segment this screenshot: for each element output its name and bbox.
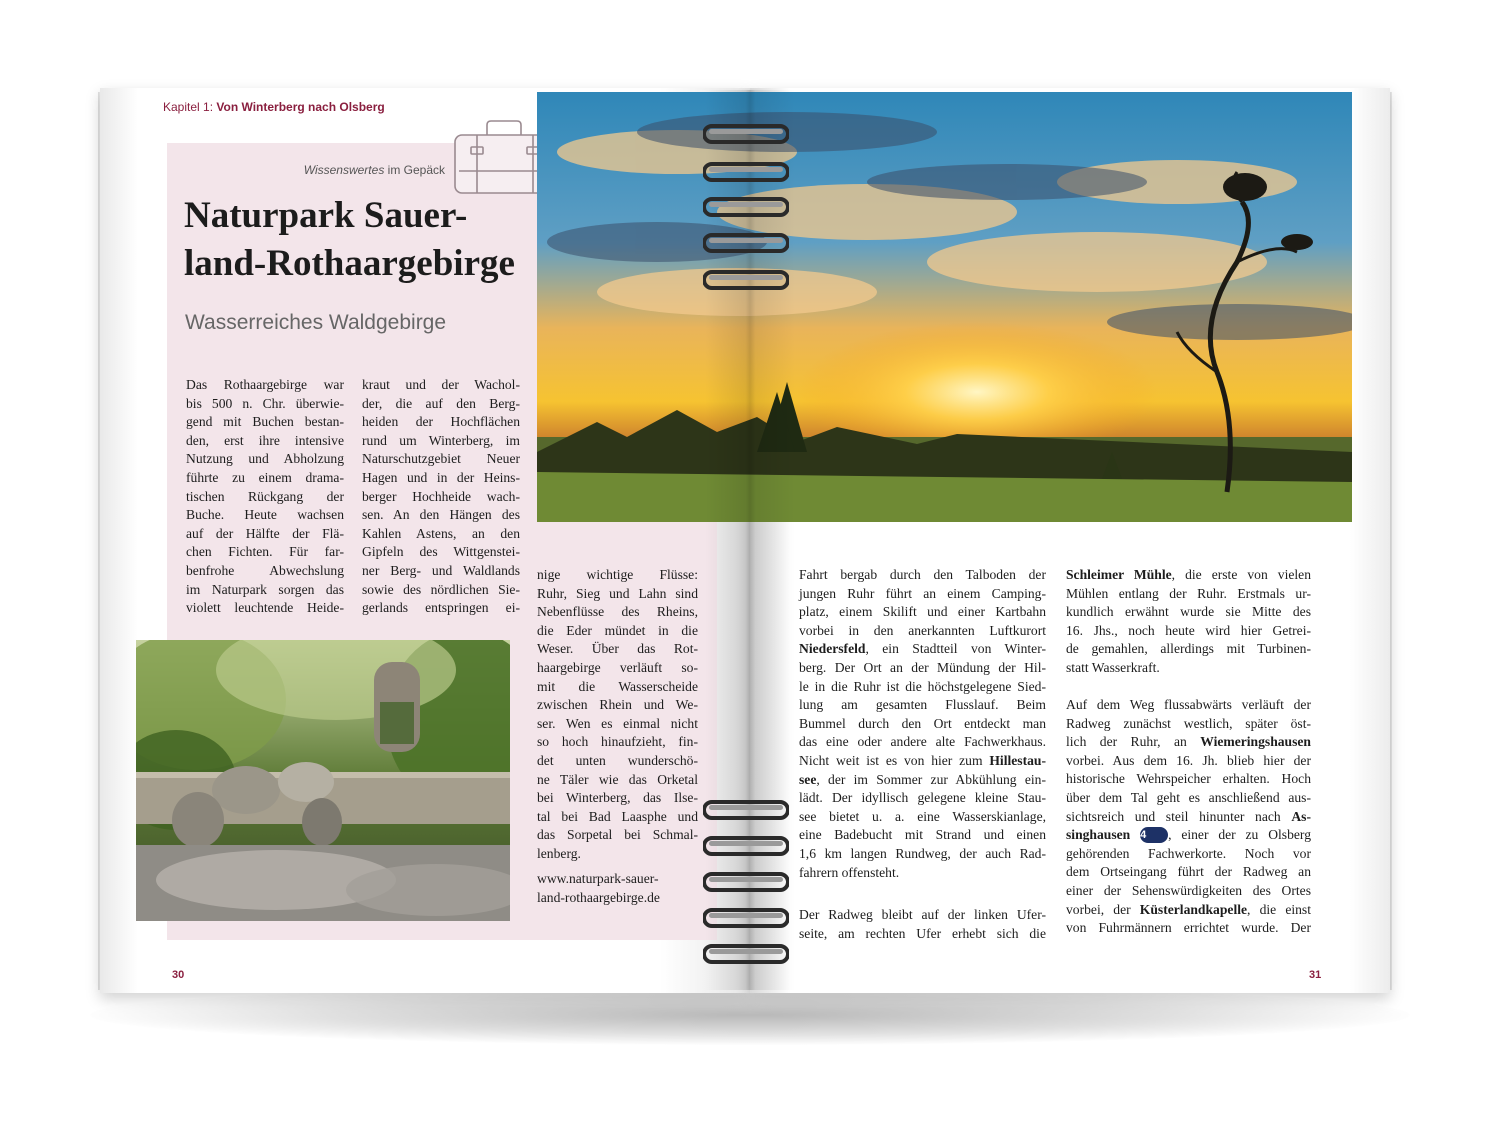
text-line: Gipfeln des Wittgenstei- bbox=[362, 544, 520, 560]
text-line: bei Winterberg, das Ilse- bbox=[537, 790, 698, 806]
text-line: auf der Hälfte der Flä- bbox=[186, 525, 344, 541]
box-title-line-1: Naturpark Sauer- bbox=[184, 195, 468, 236]
book-shadow bbox=[90, 985, 1410, 1045]
binding-ring bbox=[703, 834, 789, 858]
text-line: von Fuhrmännern errichtet wurde. Der bbox=[1066, 920, 1311, 936]
text-line: sichtsreich und steil hinunter nach As- bbox=[1066, 808, 1311, 824]
text-line: das eine oder andere alte Fachwerkhaus. bbox=[799, 734, 1046, 750]
box-subtitle: Wasserreiches Waldgebirge bbox=[185, 311, 447, 334]
right-column-2-para-1 bbox=[1066, 566, 1311, 678]
text-line: kraut und der Wachol- bbox=[362, 377, 520, 392]
text-line: see bietet u. a. eine Wasserskianlage, bbox=[799, 808, 1046, 824]
binding-ring bbox=[703, 906, 789, 930]
text-line: sowie des nördlichen Sie- bbox=[362, 581, 520, 597]
box-kicker-rest: im Gepäck bbox=[384, 163, 445, 177]
text-line: Naturschutzgebiet Neuer bbox=[362, 451, 520, 467]
text-line: lich der Ruhr, an Wiemeringshausen bbox=[1066, 734, 1311, 750]
text-line: gehörenden Fachwerkorte. Noch vor bbox=[1066, 845, 1311, 861]
text-line: sen. An den Hängen des bbox=[362, 507, 520, 523]
text-line: gend mit Buchen bestan- bbox=[186, 414, 344, 430]
text-line: vorbei, der Küsterlandkapelle, die einst bbox=[1066, 901, 1312, 917]
text-line: Auf dem Weg flussabwärts verläuft der bbox=[1066, 697, 1311, 712]
text-line: jungen Ruhr führt an einem Camping- bbox=[799, 585, 1046, 601]
text-line: über dem Tal geht es anschließend aus- bbox=[1066, 789, 1311, 805]
right-column-1-para-2 bbox=[799, 906, 1046, 943]
text-line: Das Rothaargebirge war bbox=[186, 377, 344, 392]
route-stop-badge: 4 bbox=[1140, 827, 1168, 843]
text-line: eine Badebucht mit Strand und einen bbox=[799, 827, 1046, 843]
url-line-2: land-rothaargebirge.de bbox=[537, 889, 660, 905]
text-line: Buche. Heute wachsen bbox=[186, 507, 344, 523]
binding-ring bbox=[703, 870, 789, 894]
text-line: haargebirge verläuft so- bbox=[537, 659, 698, 675]
binding-ring bbox=[703, 231, 789, 255]
text-line: lädt. Der idyllisch gelegene kleine Stau- bbox=[799, 790, 1046, 806]
text-line: berger Hochheide wach- bbox=[362, 488, 520, 504]
text-line: ne Täler wie das Orketal bbox=[537, 771, 698, 787]
text-line: Schleimer Mühle, die erste von vielen bbox=[1066, 567, 1311, 582]
text-line: tal bei Bad Laasphe und bbox=[537, 808, 698, 824]
text-line: lenberg. bbox=[537, 845, 581, 861]
text-line: Ruhr, Sieg und Lahn sind bbox=[537, 585, 698, 601]
text-line: Mühlen entlang der Ruhr. Erstmals ur- bbox=[1066, 585, 1311, 601]
box-kicker bbox=[180, 163, 445, 177]
text-line: tischen Rückgang der bbox=[186, 488, 344, 504]
text-line: historische Wehrspeicher erhalten. Hoch bbox=[1066, 771, 1311, 787]
text-line: 1,6 km langen Rundweg, der auch Rad- bbox=[799, 845, 1046, 861]
text-line: benfrohe Abwechslung bbox=[186, 562, 344, 578]
text-line: berg. Der Ort an der Mündung der Hil- bbox=[799, 659, 1046, 675]
text-line: nige wichtige Flüsse: bbox=[537, 567, 698, 582]
text-line: lung am gesamten Flusslauf. Beim bbox=[799, 697, 1046, 713]
text-line: der, die auf den Berg- bbox=[362, 395, 520, 411]
page-number-right: 31 bbox=[1309, 969, 1322, 981]
sunset-landscape-photo bbox=[537, 92, 1352, 522]
box-kicker-italic: Wissenswertes bbox=[303, 163, 385, 177]
text-line: Nicht weit ist es von hier zum Hillestau- bbox=[799, 752, 1046, 768]
binding-ring bbox=[703, 942, 789, 966]
text-line: so hoch hinaufzieht, fin- bbox=[537, 734, 698, 750]
text-line: vorbei. Aus dem 16. Jh. blieb hier der bbox=[1066, 752, 1311, 768]
ruhr-spring-photo bbox=[136, 640, 510, 921]
text-line: Nebenflüsse des Rheins, bbox=[537, 604, 698, 620]
box-column-1 bbox=[186, 376, 344, 618]
binding-ring bbox=[703, 160, 789, 184]
url-line-1: www.naturpark-sauer- bbox=[537, 871, 659, 886]
text-line: seite, am rechten Ufer erhebt sich die bbox=[799, 925, 1046, 941]
text-line: statt Wasserkraft. bbox=[1066, 659, 1160, 675]
text-line: Der Radweg bleibt auf der linken Ufer- bbox=[799, 907, 1046, 922]
binding-ring bbox=[703, 798, 789, 822]
text-line: det unten wunderschö- bbox=[537, 752, 698, 768]
text-line: führte zu einem drama- bbox=[186, 469, 344, 485]
text-line: de gemahlen, allerdings mit Turbinen- bbox=[1066, 641, 1311, 657]
box-column-2 bbox=[362, 376, 520, 618]
text-line: singhausen 4 , einer der zu Olsberg bbox=[1066, 827, 1311, 843]
text-line: Radweg zunächst westlich, später öst- bbox=[1066, 715, 1311, 731]
text-line: dem Ortseingang führt der Radweg an bbox=[1066, 864, 1311, 880]
text-line: rund um Winterberg, im bbox=[362, 432, 520, 448]
text-line: Niedersfeld, ein Stadtteil von Winter- bbox=[799, 641, 1046, 657]
text-line: mit die Wasserscheide bbox=[537, 678, 698, 694]
page-number-left: 30 bbox=[172, 969, 185, 981]
text-line: zwischen Rhein und We- bbox=[537, 697, 698, 713]
text-line: see, der im Sommer zur Abkühlung ein- bbox=[799, 771, 1046, 787]
text-line: gerlands entspringen ei- bbox=[362, 600, 520, 616]
text-line: 16. Jhs., noch heute wird hier Getrei- bbox=[1066, 622, 1311, 638]
box-title bbox=[184, 192, 534, 288]
box-column-3 bbox=[537, 566, 698, 864]
text-line: Nutzung und Abholzung bbox=[186, 451, 344, 467]
text-line: le in die Ruhr ist die höchstgelegene Sied- bbox=[799, 678, 1046, 694]
text-line: chen Fichten. Für far- bbox=[186, 544, 344, 560]
box-url bbox=[537, 870, 712, 907]
text-line: Bummel durch den Ort entdeckt man bbox=[799, 715, 1046, 731]
right-column-2-para-2 bbox=[1066, 696, 1311, 938]
text-line: das Sorpetal bei Schmal- bbox=[537, 827, 698, 843]
box-title-line-2: land-Rothaargebirge bbox=[184, 243, 515, 284]
text-line: bis 500 n. Chr. überwie- bbox=[186, 395, 344, 411]
text-line: Fahrt bergab durch den Talboden der bbox=[799, 567, 1046, 582]
text-line: die Eder mündet in die bbox=[537, 622, 698, 638]
text-line: Kahlen Astens, an den bbox=[362, 525, 520, 541]
text-line: kundlich erwähnt wurde sie Mitte des bbox=[1066, 604, 1311, 620]
text-line: einer der Sehenswürdigkeiten des Ortes bbox=[1066, 882, 1311, 898]
text-line: den, erst ihre intensive bbox=[186, 432, 344, 448]
text-line: fahrern offensteht. bbox=[799, 864, 900, 880]
text-line: vorbei in den anerkannten Luftkurort bbox=[799, 622, 1046, 638]
text-line: heiden der Hochflächen bbox=[362, 414, 520, 430]
binding-ring bbox=[703, 122, 789, 146]
chapter-header bbox=[163, 100, 385, 114]
text-line: Hagen und in der Heins- bbox=[362, 469, 520, 485]
text-line: ner Berg- und Waldlands bbox=[362, 562, 520, 578]
text-line: im Naturpark sorgen das bbox=[186, 581, 344, 597]
binding-ring bbox=[703, 195, 789, 219]
binding-ring bbox=[703, 268, 789, 292]
text-line: Weser. Über das Rot- bbox=[537, 641, 698, 657]
text-line: platz, einem Skilift und einer Kartbahn bbox=[799, 604, 1046, 620]
text-line: violett leuchtende Heide- bbox=[186, 600, 344, 616]
chapter-header-title: Von Winterberg nach Olsberg bbox=[216, 100, 385, 114]
text-line: ser. Wen es einmal nicht bbox=[537, 715, 698, 731]
right-column-1-para-1 bbox=[799, 566, 1046, 882]
chapter-header-prefix: Kapitel 1: bbox=[163, 100, 217, 114]
